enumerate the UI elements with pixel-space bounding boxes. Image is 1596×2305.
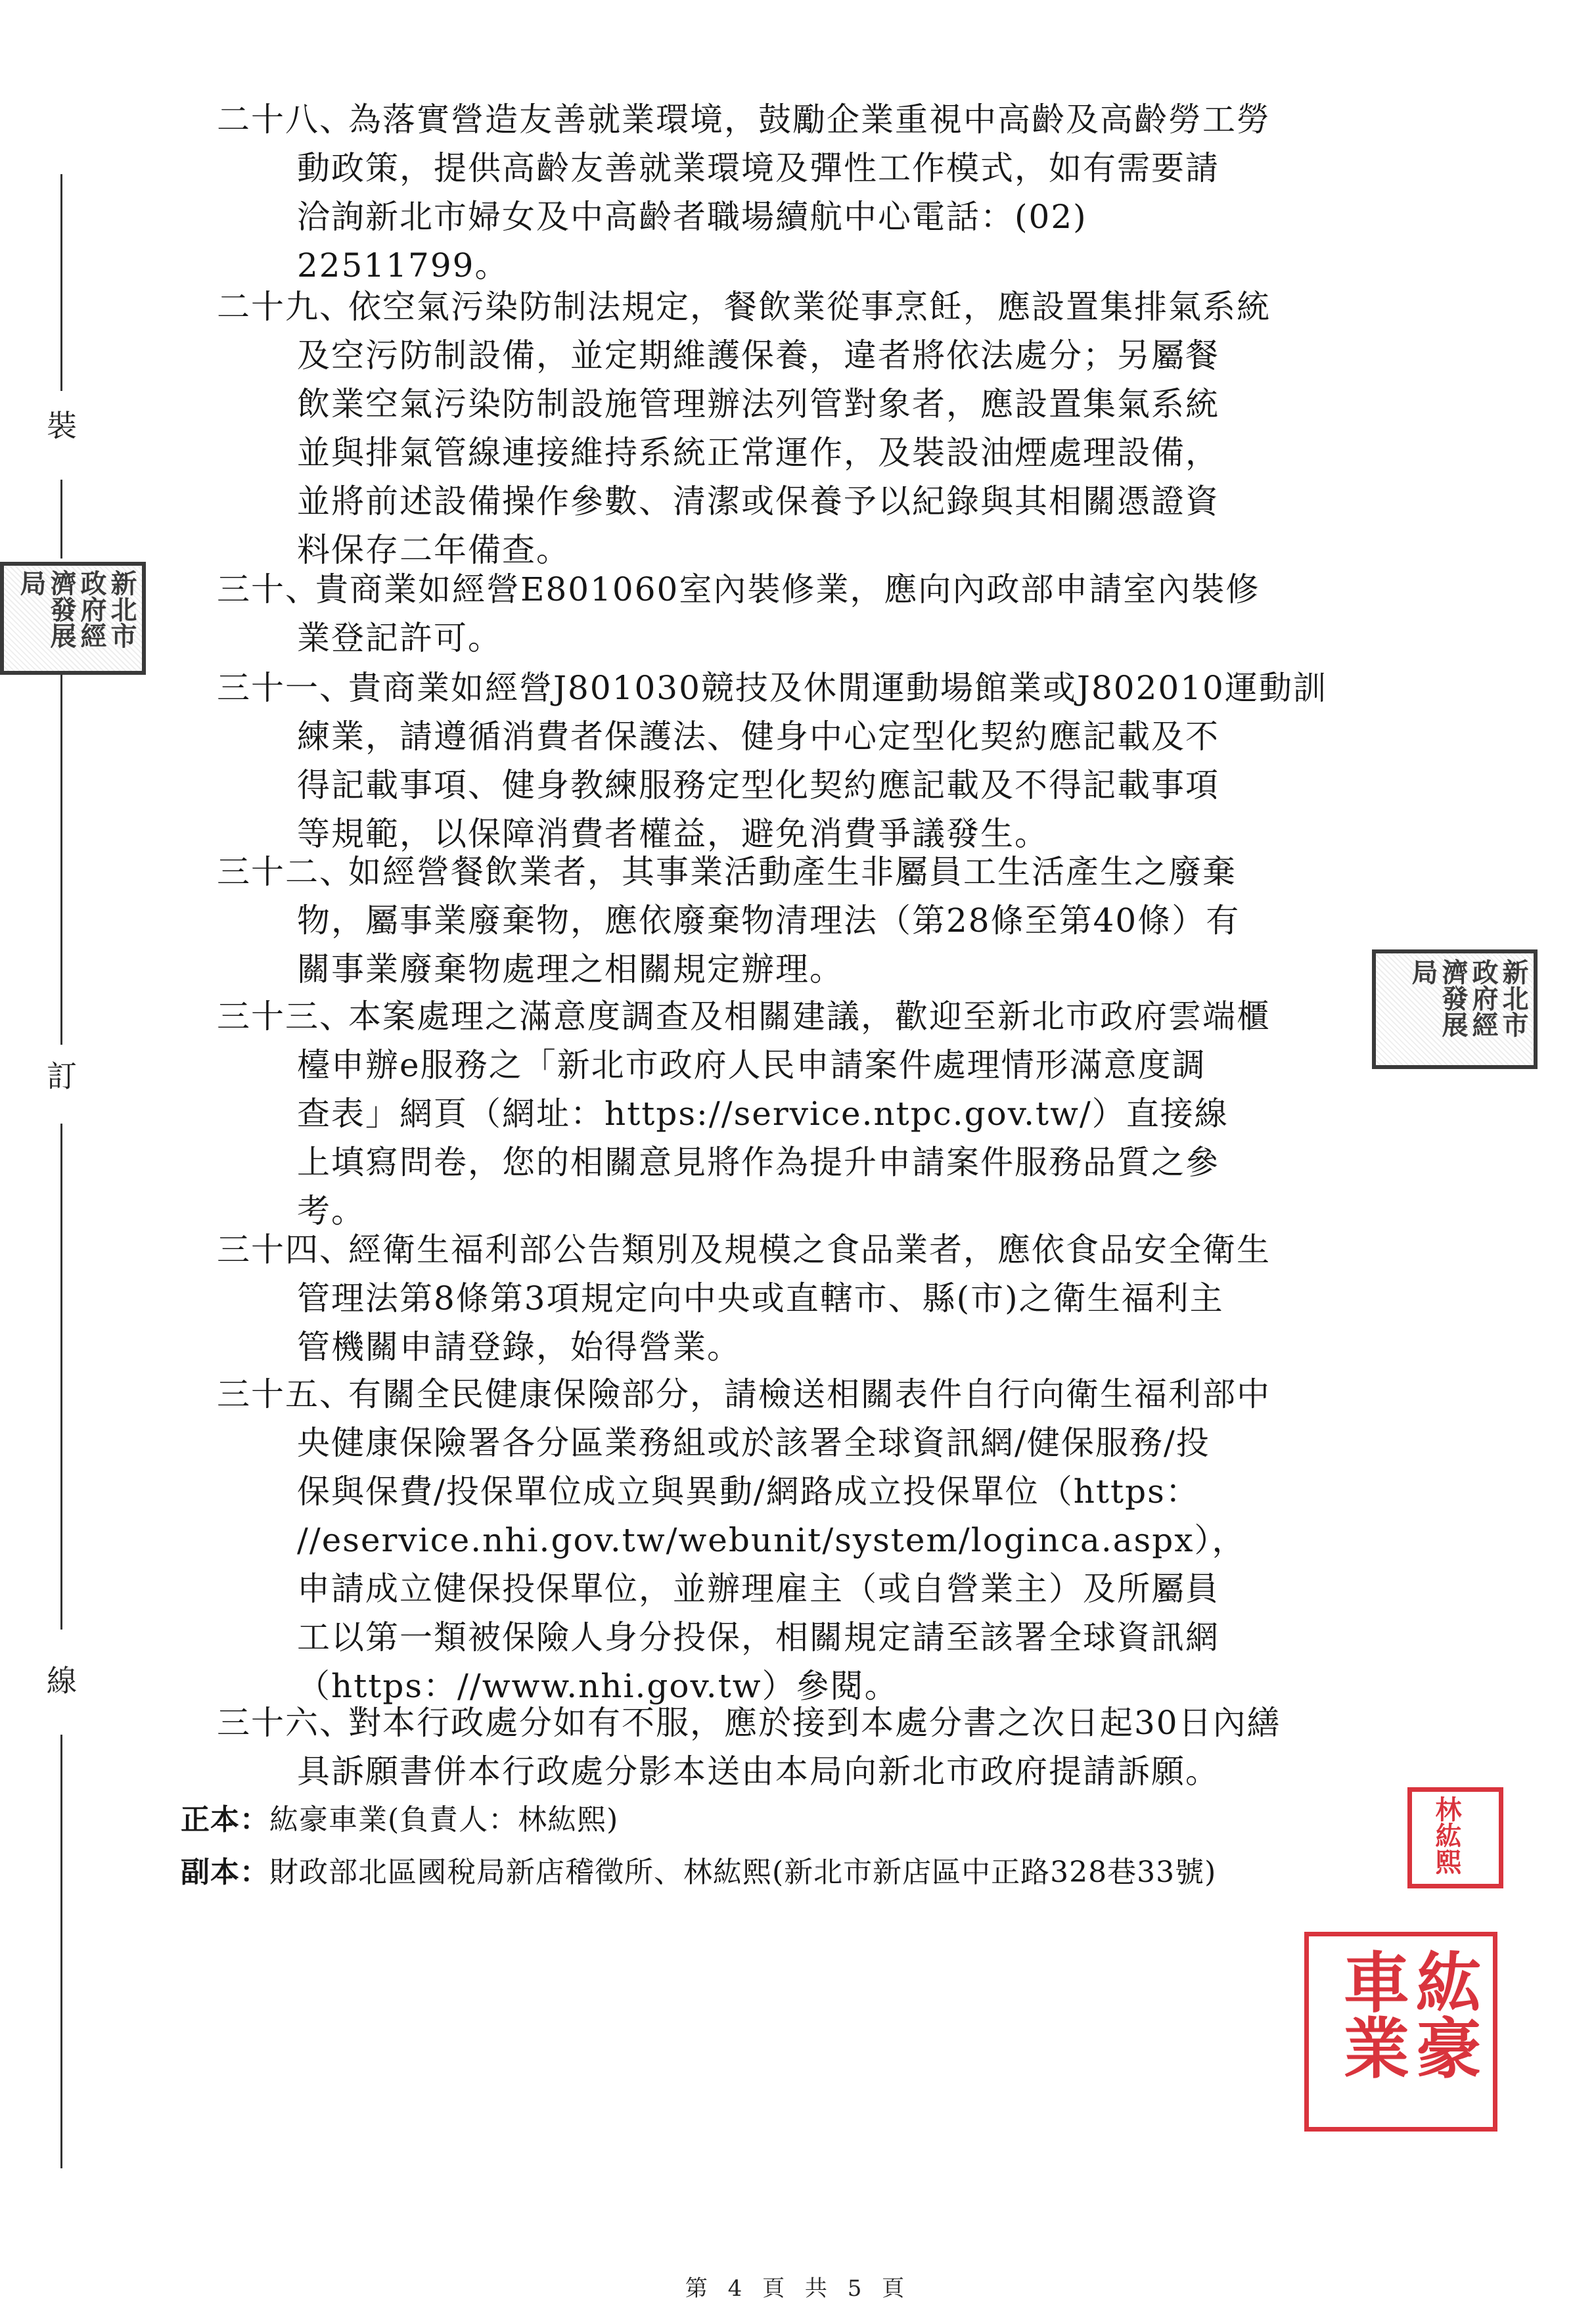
clause-line: 物，屬事業廢棄物，應依廢棄物清理法（第28條至第40條）有: [297, 901, 1241, 940]
owner-seal: [1407, 1787, 1503, 1888]
clause-line: 保與保費/投保單位成立與異動/網路成立投保單位（https：: [297, 1472, 1200, 1511]
clause-line: 如經營餐飲業者，其事業活動產生非屬員工生活產生之廢棄: [348, 853, 1237, 891]
bureau-seal-left: [0, 562, 146, 675]
clause-line: 具訴願書併本行政處分影本送由本局向新北市政府提請訴願。: [297, 1752, 1220, 1791]
clause-number: 三十四、: [217, 1231, 353, 1269]
clause-line: 練業，請遵循消費者保護法、健身中心定型化契約應記載及不: [297, 718, 1220, 756]
clause-line: 工以第一類被保險人身分投保，相關規定請至該署全球資訊網: [297, 1618, 1220, 1656]
clause-line: 貴商業如經營E801060室內裝修業，應向內政部申請室內裝修: [315, 570, 1260, 608]
clause-number: 二十八、: [217, 101, 353, 139]
binding-line-top: [60, 174, 62, 391]
page-number: 第 4 頁 共 5 頁: [685, 2275, 911, 2302]
copy-recipient-value: 財政部北區國稅局新店稽徵所、林紘熙(新北市新店區中正路328巷33號): [269, 1856, 1217, 1889]
bureau-seal-middle: [1372, 949, 1538, 1069]
copy-recipient-label: 副本：: [181, 1856, 269, 1889]
copy-recipient: [181, 1853, 1216, 1892]
clause-number: 三十一、: [217, 669, 353, 707]
binding-line-middle: [60, 664, 62, 1045]
clause-number: 三十五、: [217, 1375, 353, 1413]
clause-line: 申請成立健保投保單位，並辦理雇主（或自營業主）及所屬員: [297, 1570, 1220, 1608]
binding-label-xian: 線: [47, 1663, 77, 1699]
clause-line: 並與排氣管線連接維持系統正常運作，及裝設油煙處理設備，: [297, 434, 1220, 472]
clause-number: 二十九、: [217, 288, 353, 326]
clause-line: （https：//www.nhi.gov.tw）參閱。: [297, 1667, 899, 1705]
owner-seal-text: 林紘熙: [1431, 1796, 1462, 1875]
clause-line: //eservice.nhi.gov.tw/webunit/system/loginca.aspx），: [297, 1521, 1246, 1559]
clause-number: 三十六、: [217, 1704, 353, 1742]
clause-line: 管機關申請登錄，始得營業。: [297, 1328, 741, 1366]
clause-line: 動政策，提供高齡友善就業環境及彈性工作模式，如有需要請: [297, 149, 1220, 187]
clause-line: 依空氣污染防制法規定，餐飲業從事烹飪，應設置集排氣系統: [348, 288, 1271, 326]
clause-line: 飲業空氣污染防制設施管理辦法列管對象者，應設置集氣系統: [297, 385, 1220, 423]
clause-line: 經衛生福利部公告類別及規模之食品業者，應依食品安全衛生: [348, 1231, 1271, 1269]
clause-line: 料保存二年備查。: [297, 531, 570, 569]
clause-line: 對本行政處分如有不服，應於接到本處分書之次日起30日內繕: [348, 1704, 1281, 1742]
main-recipient-value: 紘豪車業(負責人：林紘熙): [269, 1803, 619, 1837]
clause-number: 三十、: [217, 570, 319, 608]
binding-line-lower: [60, 1124, 62, 1630]
bureau-seal-left-text: 新北市政府經濟發展局: [16, 570, 137, 649]
clause-line: 得記載事項、健身教練服務定型化契約應記載及不得記載事項: [297, 766, 1220, 804]
binding-line-bottom: [60, 1735, 62, 2168]
binding-label-zhuang: 裝: [47, 408, 77, 444]
clause-line: 等規範，以保障消費者權益，避免消費爭議發生。: [297, 815, 1049, 853]
clause-line: 管理法第8條第3項規定向中央或直轄市、縣(市)之衛生福利主: [297, 1279, 1224, 1317]
company-seal: [1304, 1932, 1497, 2132]
binding-label-ding: 訂: [47, 1059, 77, 1094]
clause-number: 三十三、: [217, 997, 353, 1036]
clause-line: 考。: [297, 1192, 365, 1230]
clause-line: 貴商業如經營J801030競技及休閒運動場館業或J802010運動訓: [348, 669, 1327, 707]
clause-line: 洽詢新北市婦女及中高齡者職場續航中心電話：(02): [297, 198, 1087, 236]
clause-line: 為落實營造友善就業環境，鼓勵企業重視中高齡及高齡勞工勞: [348, 101, 1271, 139]
clause-line: 央健康保險署各分區業務組或於該署全球資訊網/健保服務/投: [297, 1424, 1210, 1462]
main-recipient: [181, 1800, 618, 1840]
bureau-seal-middle-text: 新北市政府經濟發展局: [1407, 959, 1529, 1038]
clause-number: 三十二、: [217, 853, 353, 891]
clause-line: 關事業廢棄物處理之相關規定辦理。: [297, 950, 844, 988]
binding-line-upper: [60, 480, 62, 559]
main-recipient-label: 正本：: [181, 1803, 269, 1837]
clause-line: 檯申辦e服務之「新北市政府人民申請案件處理情形滿意度調: [297, 1046, 1206, 1084]
clause-line: 業登記許可。: [297, 619, 502, 657]
clause-line: 並將前述設備操作參數、清潔或保養予以紀錄與其相關憑證資: [297, 482, 1220, 520]
clause-line: 有關全民健康保險部分，請檢送相關表件自行向衛生福利部中: [348, 1375, 1271, 1413]
clause-line: 查表」網頁（網址：https://service.ntpc.gov.tw/）直接線: [297, 1095, 1229, 1133]
company-seal-text: 紘豪車業: [1333, 1948, 1482, 2080]
clause-line: 22511799。: [297, 246, 509, 285]
clause-line: 上填寫問卷，您的相關意見將作為提升申請案件服務品質之參: [297, 1143, 1220, 1181]
clause-line: 及空污防制設備，並定期維護保養，違者將依法處分；另屬餐: [297, 336, 1220, 375]
clause-line: 本案處理之滿意度調查及相關建議，歡迎至新北市政府雲端櫃: [348, 997, 1271, 1036]
